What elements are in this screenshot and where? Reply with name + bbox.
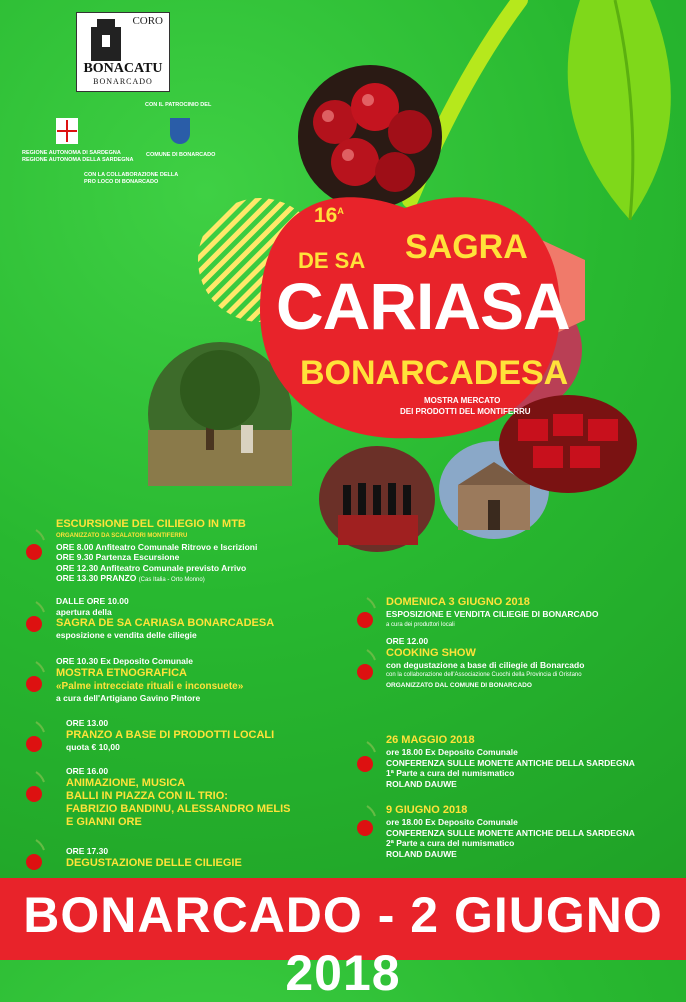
event-heading: PRANZO A BASE DI PRODOTTI LOCALI: [66, 728, 275, 741]
event-line: ORE 16.00: [66, 766, 109, 776]
sardinia-coat-of-arms-icon: [56, 118, 78, 144]
region-line-1: REGIONE AUTONOMA DI SARDEGNA: [22, 150, 121, 156]
event-line: ORE 9.30 Partenza Escursione: [56, 552, 180, 562]
event-line: ore 18.00 Ex Deposito Comunale: [386, 817, 518, 827]
cherry-icon: [24, 770, 48, 807]
event-mtb: [56, 518, 346, 586]
event-heading-2: «Palme intrecciate rituali e inconsuete»: [56, 680, 244, 692]
event-line: ROLAND DAUWE: [386, 778, 457, 789]
cherry-icon: [355, 648, 379, 685]
event-heading: MOSTRA ETNOGRAFICA: [56, 666, 187, 679]
event-organizer: ORGANIZZATO DAL COMUNE DI BONARCADO: [386, 681, 532, 689]
collab-line-1: CON LA COLLABORAZIONE DELLA: [84, 172, 179, 178]
event-sagra: [56, 596, 346, 641]
logo-place: BONARCADO: [93, 77, 153, 86]
event-domenica: [386, 596, 676, 630]
cherry-icon: [24, 720, 48, 757]
event-line: CONFERENZA SULLE MONETE ANTICHE DELLA SARDEGNA: [386, 757, 635, 768]
event-heading: DOMENICA 3 GIUGNO 2018: [386, 596, 530, 608]
event-line: ORE 8.00 Anfiteatro Comunale Ritrovo e Iscrizioni: [56, 541, 258, 552]
event-heading-4: E GIANNI ORE: [66, 815, 142, 828]
event-heading: DEGUSTAZIONE DELLE CILIEGIE: [66, 856, 242, 869]
event-line: ORE 13.30 PRANZO (Cas Italia - Orto Monno): [56, 573, 205, 583]
bonarcado-coat-of-arms-icon: [170, 118, 190, 144]
event-line: ROLAND DAUWE: [386, 848, 457, 859]
cherry-icon: [24, 660, 48, 697]
event-degustazione: [66, 846, 346, 870]
footer-date: BONARCADO - 2 GIUGNO 2018: [23, 887, 663, 1001]
cherry-icon: [355, 596, 379, 633]
event-line: a cura dell'Artigiano Gavino Pintore: [56, 692, 201, 703]
event-9-giugno: [386, 804, 676, 859]
event-small: a cura dei produttori locali: [386, 621, 455, 628]
cherry-icon: [24, 528, 48, 565]
event-line: con degustazione a base di ciliegie di Bonarcado: [386, 659, 585, 670]
title-bonarcadesa: BONARCADESA: [300, 354, 569, 392]
cherry-icon: [355, 740, 379, 777]
event-line: DALLE ORE 10.00: [56, 596, 129, 606]
event-line: ESPOSIZIONE E VENDITA CILIEGIE DI BONARCADO: [386, 609, 599, 619]
cherry-icon: [24, 600, 48, 637]
municipality-label: COMUNE DI BONARCADO: [146, 152, 216, 158]
event-note: (Cas Italia - Orto Monno): [138, 577, 205, 583]
event-line: apertura della: [56, 606, 112, 617]
event-heading: ESCURSIONE DEL CILIEGIO IN MTB: [56, 518, 246, 530]
mostra-line-1: MOSTRA MERCATO: [424, 396, 501, 405]
event-line: ORE 12.30 Anfiteatro Comunale previsto Arrivo: [56, 562, 247, 573]
event-heading: 26 MAGGIO 2018: [386, 734, 475, 746]
patronage-label: CON IL PATROCINIO DEL: [145, 102, 212, 108]
edition-number: $16^A$: [314, 204, 344, 227]
title-de-sa: DE SA: [298, 248, 366, 273]
cherry-icon: [355, 804, 379, 841]
logo-name: BONACATU: [83, 61, 163, 76]
logo-coro: CORO: [132, 15, 163, 27]
event-line: quota € 10,00: [66, 741, 120, 752]
region-line-2: REGIONE AUTONOMA DELLA SARDEGNA: [22, 157, 134, 163]
event-mostra: [56, 656, 346, 703]
event-line: ORE 13.00: [66, 718, 109, 728]
event-cooking: [386, 636, 676, 691]
event-line: ORE 10.30 Ex Deposito Comunale: [56, 656, 193, 666]
event-heading-2: BALLI IN PIAZZA CON IL TRIO:: [66, 789, 228, 802]
event-line: ORE 17.30: [66, 846, 109, 856]
collab-line-2: PRO LOCO DI BONARCADO: [84, 179, 159, 185]
event-heading: 9 GIUGNO 2018: [386, 804, 468, 816]
event-organizer: ORGANIZZATO DA SCALATORI MONTIFERRU: [56, 533, 188, 539]
event-line: ORE 12.00: [386, 636, 429, 646]
event-pranzo: [66, 718, 346, 752]
mostra-line-2: DEI PRODOTTI DEL MONTIFERRU: [400, 407, 531, 416]
event-heading: ANIMAZIONE, MUSICA: [66, 776, 186, 789]
event-small: con la collaborazione dell'Associazione Cuochi della Provincia di Oristano: [386, 672, 582, 678]
event-line: ore 18.00 Ex Deposito Comunale: [386, 747, 518, 757]
cherry-icon: [24, 838, 48, 875]
event-heading-3: FABRIZIO BANDINU, ALESSANDRO MELIS: [66, 802, 291, 815]
title-sagra: SAGRA: [405, 228, 528, 266]
event-animazione: [66, 766, 346, 829]
event-line: 1ª Parte a cura del numismatico: [386, 768, 515, 778]
event-26-maggio: [386, 734, 676, 789]
title-cariasa: CARIASA: [276, 269, 570, 343]
event-line: CONFERENZA SULLE MONETE ANTICHE DELLA SARDEGNA: [386, 827, 635, 838]
event-heading: COOKING SHOW: [386, 646, 476, 659]
event-heading: SAGRA DE SA CARIASA BONARCADESA: [56, 617, 275, 629]
event-line: 2ª Parte a cura del numismatico: [386, 838, 515, 848]
church-tower-icon: [83, 17, 129, 61]
footer-banner: [0, 878, 686, 1001]
event-line: esposizione e vendita delle ciliegie: [56, 630, 197, 640]
